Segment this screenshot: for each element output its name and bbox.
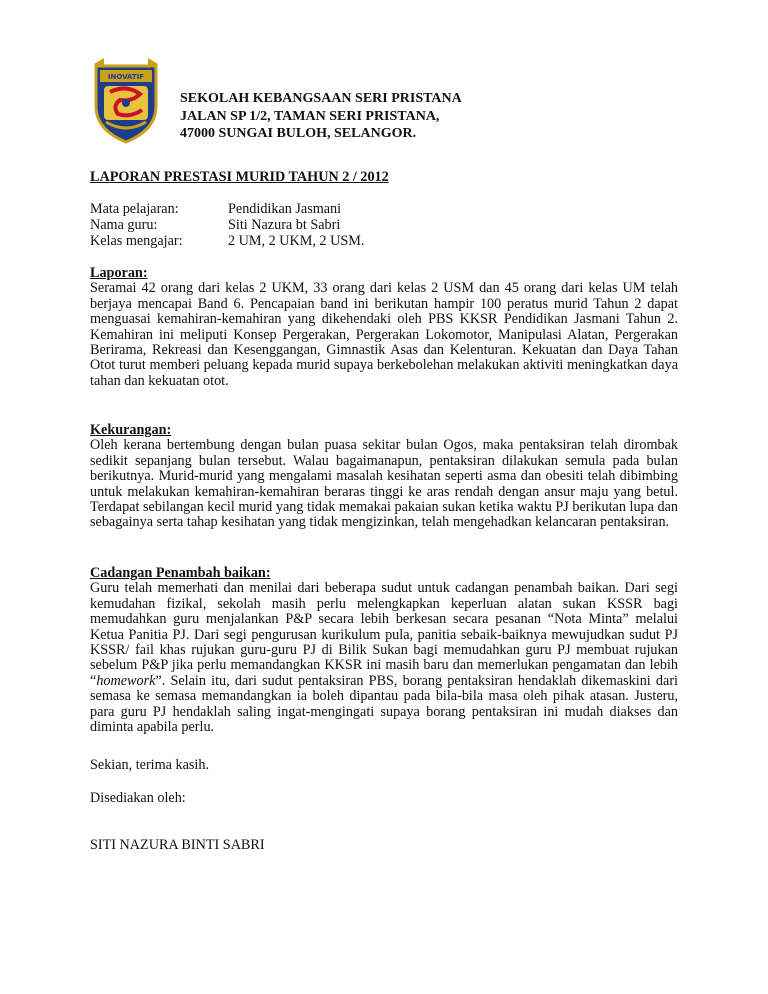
cadangan-text-part1: Guru telah memerhati dan menilai dari beberapa sudut untuk cadangan penambah baikan. Dari segi kemudahan fizikal, sekolah masih perlu melengkapkan keperluan alatan sukan KSSR bagi memudahkan guru menjalankan P&P secara lebih berkesan secara pesanan “Nota Minta” melalui Ketua Panitia PJ. Dari segi pengurusan kurikulum pula, panitia sebaik-baiknya mewujudkan sudut PJ KSSR/ fail khas rujukan guru-guru PJ di Bilik Sukan bagi memudahkan guru PJ membuat rujukan sebelum P&P jika perlu memandangkan KKSR ini masih baru dan memerlukan pengamatan dan lebih “ bbox=[90, 580, 678, 689]
prepared-by-label: Disediakan oleh: bbox=[90, 790, 186, 806]
detail-label: Nama guru: bbox=[90, 217, 158, 233]
report-title: LAPORAN PRESTASI MURID TAHUN 2 / 2012 bbox=[90, 169, 389, 185]
school-address-line1: JALAN SP 1/2, TAMAN SERI PRISTANA, bbox=[180, 108, 440, 124]
laporan-heading: Laporan: bbox=[90, 265, 148, 281]
cadangan-text-part2: ”. Selain itu, dari sudut pentaksiran PBS, borang pentaksiran hendaklah dikemaskini dari semasa ke semasa memandangkan ia boleh dipantau pada bila-bila masa oleh pihak atasan. Justeru, para guru PJ hendaklah saling ingat-mengingati supaya borang pentaksiran ini mudah diakses dan diminta apabila perlu. bbox=[90, 672, 678, 736]
detail-value: Siti Nazura bt Sabri bbox=[228, 217, 341, 233]
signatory-name: SITI NAZURA BINTI SABRI bbox=[90, 837, 265, 853]
cadangan-section bbox=[90, 566, 678, 735]
svg-text:INOVATIF: INOVATIF bbox=[107, 73, 145, 81]
kekurangan-text: Oleh kerana bertembung dengan bulan puasa sekitar bulan Ogos, maka pentaksiran telah dirombak sedikit sepanjang bulan tersebut. Walau bagaimanapun, pentaksiran dilakukan semula pada bulan berikutnya. Murid-murid yang mengalami masalah kesihatan seperti asma dan obesiti telah dibimbing untuk melakukan kemahiran-kemahiran beraras tinggi ke aras rendah dengan ansur maju yang betul. Terdapat sebilangan kecil murid yang tidak memakai pakaian sukan ketika waktu PJ berikutan lupa dan sebagainya serta tahap kesihatan yang tidak mengizinkan, telah mengehadkan kelancaran pentaksiran. bbox=[90, 437, 678, 531]
school-address-line2: 47000 SUNGAI BULOH, SELANGOR. bbox=[180, 126, 417, 141]
detail-value: Pendidikan Jasmani bbox=[228, 201, 342, 217]
detail-row bbox=[90, 218, 364, 234]
detail-label: Kelas mengajar: bbox=[90, 233, 183, 249]
school-header bbox=[180, 90, 462, 143]
school-name: SEKOLAH KEBANGSAAN SERI PRISTANA bbox=[180, 91, 462, 106]
detail-label: Mata pelajaran: bbox=[90, 201, 179, 217]
detail-value: 2 UM, 2 UKM, 2 USM. bbox=[228, 233, 365, 249]
detail-row bbox=[90, 202, 364, 218]
cadangan-text bbox=[90, 581, 678, 735]
kekurangan-heading: Kekurangan: bbox=[90, 422, 172, 438]
detail-row bbox=[90, 234, 364, 250]
cadangan-text-italic: homework bbox=[96, 672, 156, 689]
closing-thanks: Sekian, terima kasih. bbox=[90, 757, 209, 773]
cadangan-heading: Cadangan Penambah baikan: bbox=[90, 565, 271, 581]
laporan-text: Seramai 42 orang dari kelas 2 UKM, 33 orang dari kelas 2 USM dan 45 orang dari kelas UM telah berjaya mencapai Band 6. Pencapaian band ini berikutan hampir 100 peratus murid Tahun 2 dapat menguasai kemahiran-kemahiran yang dikehendaki oleh PBS KKSR Pendidikan Jasmani Tahun 2. Kemahiran ini meliputi Konsep Pergerakan, Pergerakan Lokomotor, Manipulasi Alatan, Pergerakan Berirama, Rekreasi dan Kesenggangan, Gimnastik Asas dan Kelenturan. Kekuatan dan Daya Tahan Otot turut memberi peluang kepada murid supaya berkebolehan melakukan aktiviti meningkatkan daya tahan dan kekuatan otot. bbox=[90, 280, 678, 389]
kekurangan-section bbox=[90, 423, 678, 531]
laporan-section bbox=[90, 266, 678, 389]
report-details bbox=[90, 202, 364, 250]
school-crest-logo bbox=[90, 56, 162, 144]
